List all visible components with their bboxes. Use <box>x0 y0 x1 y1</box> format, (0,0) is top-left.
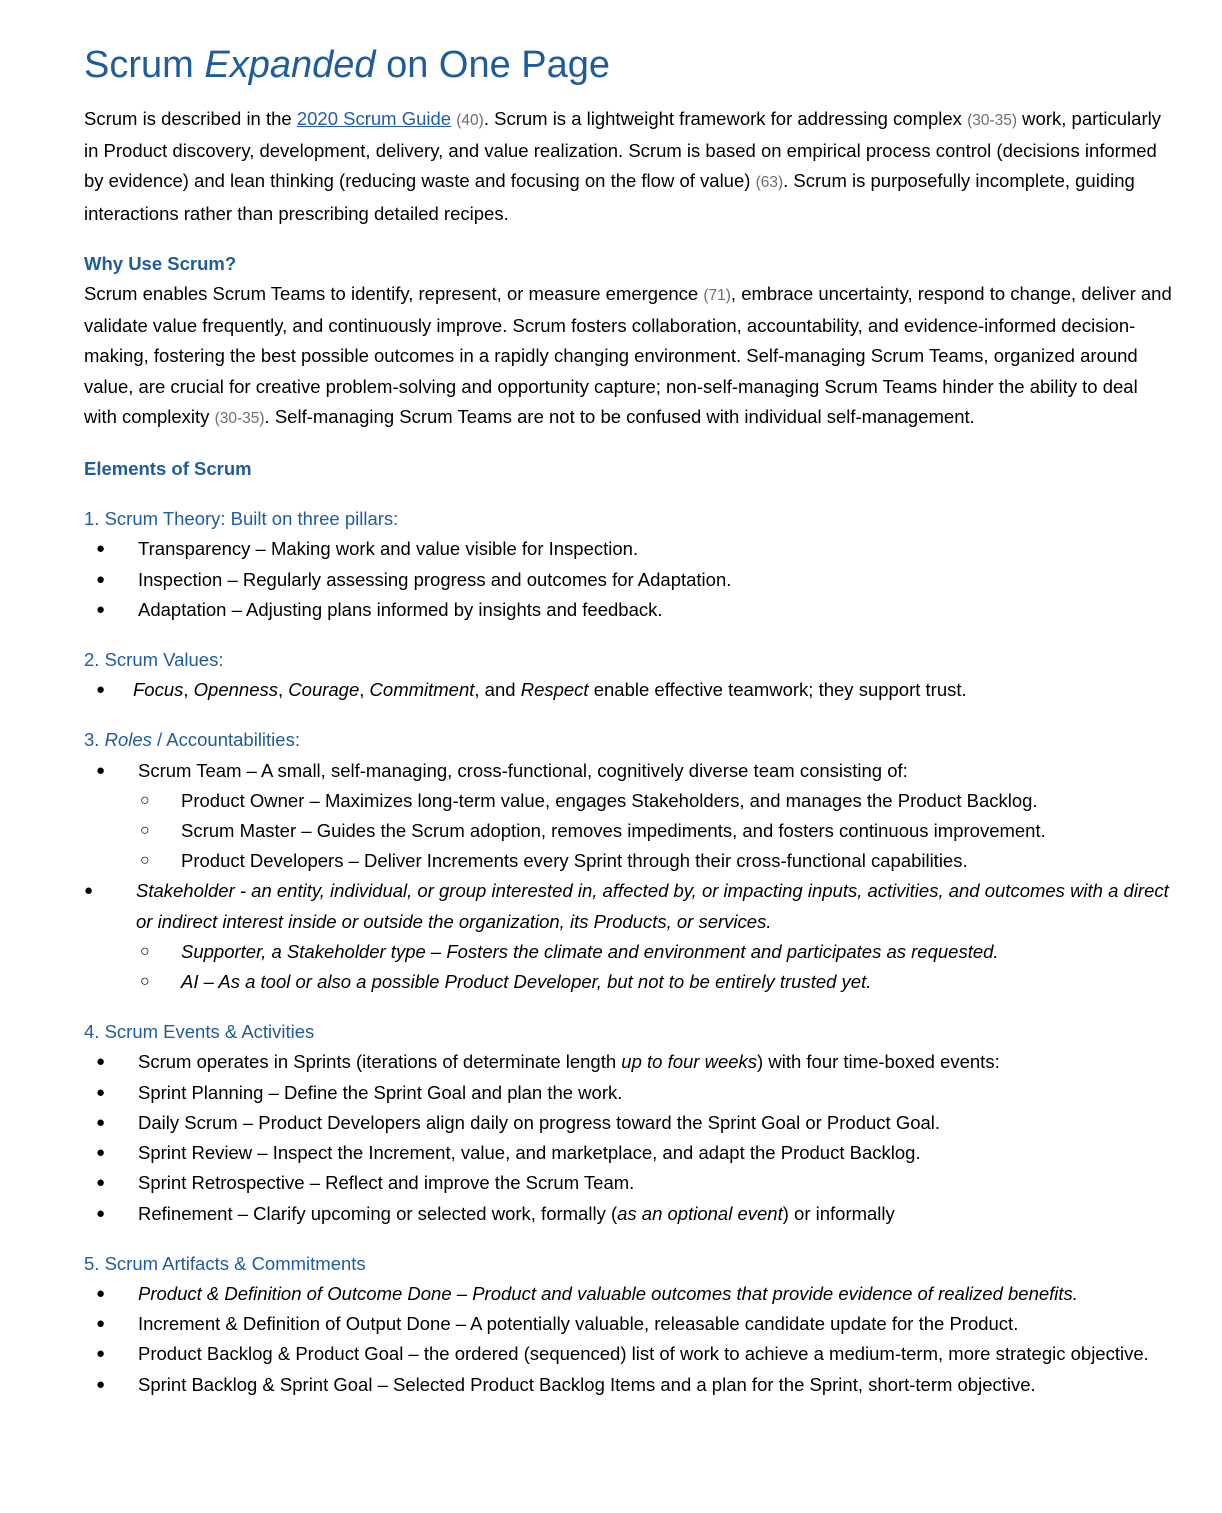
value-focus: Focus <box>133 679 184 701</box>
intro-text: . Scrum is a lightweight framework for addressing complex <box>483 108 968 129</box>
bullet-icon: ● <box>96 600 106 618</box>
heading-roles: Roles <box>104 729 152 751</box>
roles-heading <box>84 725 1174 755</box>
separator: , <box>278 679 289 701</box>
separator: , <box>183 679 194 701</box>
bullet-icon: ● <box>96 1204 106 1222</box>
separator: , <box>359 679 370 701</box>
item-text: Sprint Backlog & Sprint Goal – Selected Product Backlog Items and a plan for the Sprint, short-term objective. <box>138 1373 1036 1395</box>
sub-list-item <box>84 967 1174 997</box>
bullet-icon: ● <box>96 681 106 699</box>
list-item <box>84 1078 1174 1108</box>
reference: (30-35) <box>967 112 1018 129</box>
bullet-icon: ● <box>96 1375 106 1393</box>
document-page <box>84 30 1174 1400</box>
bullet-icon: ● <box>96 761 106 779</box>
artifacts-list <box>84 1279 1174 1400</box>
item-text: Refinement – Clarify upcoming or selected work, formally ( <box>138 1202 618 1224</box>
why-text: Scrum enables Scrum Teams to identify, represent, or measure emergence <box>84 283 704 305</box>
item-text: Transparency – Making work and value visible for Inspection. <box>138 538 639 560</box>
heading-number: 3. <box>84 729 105 751</box>
bullet-icon: ● <box>96 1113 106 1131</box>
item-text: Scrum operates in Sprints (iterations of determinate length <box>138 1051 622 1073</box>
list-item <box>84 1339 1174 1369</box>
values-list <box>84 675 1174 705</box>
title-text-end: on One Page <box>375 44 611 86</box>
circle-bullet-icon: ○ <box>140 973 150 991</box>
value-openness: Openness <box>193 679 279 701</box>
intro-text: work, particularly in Product discovery, development, delivery, and value realization. Scrum is based on empirical process control (decisions informed by evidence) and lean thinking (reducing waste and focusing on the flow of value) <box>84 108 1161 192</box>
list-item <box>84 1199 1174 1229</box>
item-text: enable effective teamwork; they support trust. <box>588 679 967 701</box>
why-text: , embrace uncertainty, respond to change, deliver and validate value frequently, and continuously improve. Scrum fosters collaboration, accountability, and evidence-informed decision-making, fostering the best possible outcomes in a rapidly changing environment. Self-managing Scrum Teams, organized around value, are crucial for creative problem-solving and opportunity capture; non-self-managing Scrum Teams hinder the ability to deal with complexity <box>84 283 1172 427</box>
why-heading: Why Use Scrum? <box>84 252 237 274</box>
reference: (30-35) <box>214 409 265 427</box>
page-title <box>84 42 1174 88</box>
events-list <box>84 1047 1174 1228</box>
item-text: Supporter, a Stakeholder type – Fosters the climate and environment and participates as requested. <box>181 940 999 962</box>
why-paragraph <box>84 279 1174 434</box>
circle-bullet-icon: ○ <box>140 852 150 870</box>
theory-heading: 1. Scrum Theory: Built on three pillars: <box>84 508 399 530</box>
item-text: Stakeholder - an entity, individual, or group interested in, affected by, or impacting inputs, activities, and outcomes with a direct or indirect interest inside or outside the organization, its Products, or services. <box>136 880 1169 932</box>
list-item <box>84 1279 1174 1309</box>
intro-text: . Scrum is purposefully incomplete, guiding interactions rather than prescribing detailed recipes. <box>84 170 1135 224</box>
list-item <box>84 1168 1174 1198</box>
bullet-icon: ● <box>96 1144 106 1162</box>
bullet-icon: ● <box>96 1083 106 1101</box>
list-item <box>84 1047 1174 1077</box>
item-text: Product Backlog & Product Goal – the ordered (sequenced) list of work to achieve a medium-term, more strategic objective. <box>138 1343 1149 1365</box>
item-text: Scrum Team – A small, self-managing, cross-functional, cognitively diverse team consisting of: <box>138 759 908 781</box>
theory-list <box>84 534 1174 625</box>
sub-list-item <box>84 816 1174 846</box>
why-text: . Self-managing Scrum Teams are not to be confused with individual self-management. <box>264 405 975 427</box>
list-item <box>84 1370 1174 1400</box>
bullet-icon: ● <box>96 1284 106 1302</box>
item-text: Sprint Planning – Define the Sprint Goal and plan the work. <box>138 1081 623 1103</box>
item-text: Sprint Retrospective – Reflect and improve the Scrum Team. <box>138 1172 635 1194</box>
bullet-icon: ● <box>84 882 94 900</box>
reference: (71) <box>703 287 731 305</box>
sub-list-item <box>84 846 1174 876</box>
item-text: ) with four time-boxed events: <box>757 1051 1000 1073</box>
list-item <box>84 595 1174 625</box>
item-emphasis: up to four weeks <box>621 1051 758 1073</box>
reference: (40) <box>456 112 484 129</box>
item-text: Product & Definition of Outcome Done – Product and valuable outcomes that provide evidence of realized benefits. <box>138 1282 1078 1304</box>
bullet-icon: ● <box>96 1345 106 1363</box>
elements-heading: Elements of Scrum <box>84 458 252 480</box>
item-text: Increment & Definition of Output Done – A potentially valuable, releasable candidate update for the Product. <box>138 1313 1019 1335</box>
intro-paragraph <box>84 104 1174 229</box>
item-text: Product Owner – Maximizes long-term value, engages Stakeholders, and manages the Product Backlog. <box>181 789 1038 811</box>
list-item <box>84 534 1174 564</box>
events-heading: 4. Scrum Events & Activities <box>84 1021 315 1043</box>
list-item <box>84 1108 1174 1138</box>
title-text: Scrum <box>84 44 205 86</box>
item-text: Product Developers – Deliver Increments every Sprint through their cross-functional capabilities. <box>181 850 968 872</box>
item-text: Sprint Review – Inspect the Increment, value, and marketplace, and adapt the Product Backlog. <box>138 1142 921 1164</box>
value-respect: Respect <box>520 679 589 701</box>
circle-bullet-icon: ○ <box>140 822 150 840</box>
sub-list-item <box>84 786 1174 816</box>
list-item <box>84 876 1174 997</box>
stakeholder-sublist <box>136 937 1174 997</box>
item-text: Adaptation – Adjusting plans informed by insights and feedback. <box>138 598 663 620</box>
sub-list-item <box>84 937 1174 967</box>
separator: , and <box>474 679 521 701</box>
artifacts-heading: 5. Scrum Artifacts & Commitments <box>84 1252 366 1274</box>
item-text: Scrum Master – Guides the Scrum adoption, removes impediments, and fosters continuous improvement. <box>181 820 1046 842</box>
scrum-guide-link[interactable]: 2020 Scrum Guide <box>296 108 452 129</box>
roles-list <box>84 756 1174 998</box>
title-emphasis: Expanded <box>204 44 376 86</box>
value-commitment: Commitment <box>369 679 475 701</box>
bullet-icon: ● <box>96 1174 106 1192</box>
bullet-icon: ● <box>96 540 106 558</box>
list-item <box>84 1138 1174 1168</box>
bullet-icon: ● <box>96 1315 106 1333</box>
reference: (63) <box>755 174 784 192</box>
item-emphasis: as an optional event <box>617 1202 783 1224</box>
value-courage: Courage <box>288 679 360 701</box>
heading-rest: / Accountabilities: <box>151 729 300 751</box>
values-heading: 2. Scrum Values: <box>84 649 224 671</box>
list-item <box>84 675 1174 705</box>
list-item <box>84 565 1174 595</box>
bullet-icon: ● <box>96 1053 106 1071</box>
team-sublist <box>138 786 1174 877</box>
list-item <box>84 1309 1174 1339</box>
circle-bullet-icon: ○ <box>140 791 150 809</box>
item-text: ) or informally <box>782 1202 895 1224</box>
item-text: Daily Scrum – Product Developers align daily on progress toward the Sprint Goal or Product Goal. <box>138 1111 941 1133</box>
list-item <box>84 756 1174 877</box>
circle-bullet-icon: ○ <box>140 942 150 960</box>
bullet-icon: ● <box>96 570 106 588</box>
item-text: AI – As a tool or also a possible Product Developer, but not to be entirely trusted yet. <box>181 971 872 993</box>
intro-text: Scrum is described in the <box>84 108 297 129</box>
item-text: Inspection – Regularly assessing progress and outcomes for Adaptation. <box>138 568 732 590</box>
